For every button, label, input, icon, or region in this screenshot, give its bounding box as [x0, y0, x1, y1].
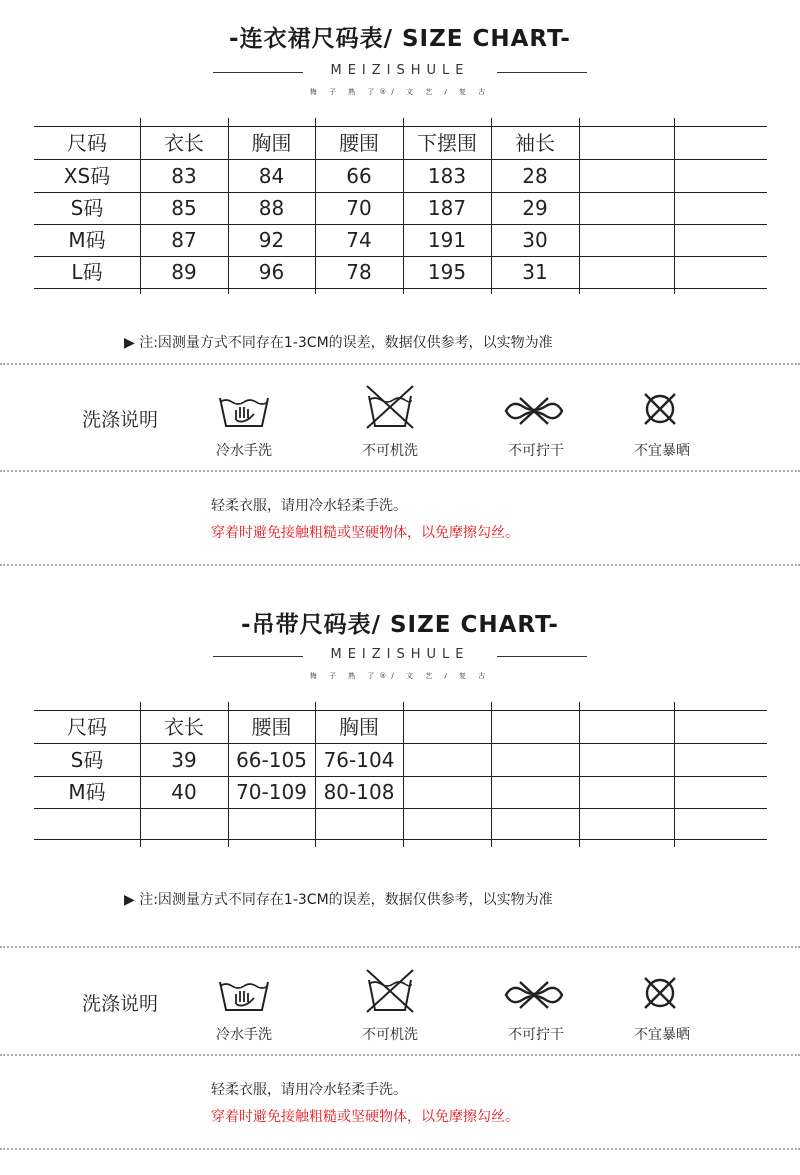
- table-cell: L码: [71, 260, 103, 284]
- table-column-rule: [579, 118, 580, 294]
- table-cell: 191: [427, 228, 467, 252]
- table-header-cell: 尺码: [67, 131, 107, 155]
- table-cell: 187: [427, 196, 467, 220]
- no-wring-icon: [502, 396, 566, 426]
- table-cell: 28: [522, 164, 548, 188]
- dotted-divider: [0, 363, 800, 365]
- table-cell: 183: [427, 164, 467, 188]
- table-cell: 88: [258, 196, 285, 220]
- table-cell: M码: [68, 780, 106, 804]
- table-header-cell: 下摆围: [417, 131, 477, 155]
- table-column-rule: [491, 702, 492, 847]
- no-machine-wash-icon: [365, 384, 415, 430]
- measurement-note: ▶ 注:因测量方式不同存在1-3CM的误差，数据仅供参考，以实物为准: [124, 335, 553, 351]
- brand-name: MEIZISHULE: [330, 647, 470, 662]
- brand-subtitle: 梅 子 熟 了®/ 文 艺 / 复 古: [309, 672, 491, 680]
- table-cell: 87: [171, 228, 197, 252]
- table-cell: 66: [346, 164, 372, 188]
- table-cell: 83: [171, 164, 197, 188]
- table-cell: M码: [68, 228, 106, 252]
- hand-wash-icon: [218, 978, 270, 1012]
- table-cell: 66-105: [236, 748, 307, 772]
- care-label: 不可拧干: [508, 1027, 564, 1043]
- no-sun-dry-icon: [641, 974, 679, 1012]
- table-cell: 40: [171, 780, 197, 804]
- no-wring-icon: [502, 980, 566, 1010]
- table-header-cell: 胸围: [339, 715, 379, 739]
- table-rule: [34, 288, 767, 289]
- table-cell: 31: [522, 260, 548, 284]
- table-header-cell: 尺码: [67, 715, 107, 739]
- measurement-note: ▶ 注:因测量方式不同存在1-3CM的误差，数据仅供参考，以实物为准: [124, 892, 553, 908]
- table-cell: S码: [70, 748, 104, 772]
- brand-name: MEIZISHULE: [330, 63, 470, 78]
- dotted-divider: [0, 470, 800, 472]
- table-cell: 70-109: [236, 780, 307, 804]
- camisole-size-table: [0, 690, 800, 860]
- care-label: 冷水手洗: [216, 443, 272, 459]
- table-header-cell: 衣长: [164, 131, 204, 155]
- wash-instructions-title: 洗涤说明: [82, 409, 159, 431]
- table-cell: XS码: [63, 164, 111, 188]
- care-label: 不可机洗: [362, 1027, 418, 1043]
- care-instruction: 轻柔衣服，请用冷水轻柔手洗。: [211, 498, 407, 514]
- dress-size-table: [0, 0, 800, 300]
- table-column-rule: [674, 702, 675, 847]
- table-column-rule: [579, 702, 580, 847]
- table-header-cell: 腰围: [251, 715, 292, 739]
- table-header-cell: 腰围: [339, 131, 379, 155]
- table-cell: 92: [258, 228, 285, 252]
- care-warning: 穿着时避免接触粗糙或坚硬物体，以免摩擦勾丝。: [211, 525, 519, 541]
- dotted-divider: [0, 564, 800, 566]
- hand-wash-icon: [218, 394, 270, 428]
- table-rule: [34, 839, 767, 840]
- care-label: 冷水手洗: [216, 1027, 272, 1043]
- table-cell: 76-104: [323, 748, 395, 772]
- table-header-cell: 胸围: [251, 131, 292, 155]
- care-label: 不宜暴晒: [634, 443, 690, 459]
- care-label: 不可拧干: [508, 443, 564, 459]
- table-cell: 89: [171, 260, 197, 284]
- table-cell: S码: [70, 196, 104, 220]
- table-cell: 29: [522, 196, 548, 220]
- table-cell: 39: [171, 748, 197, 772]
- care-instruction: 轻柔衣服，请用冷水轻柔手洗。: [211, 1082, 407, 1098]
- table-column-rule: [403, 702, 404, 847]
- table-cell: 195: [427, 260, 467, 284]
- brand-subtitle: 梅 子 熟 了®/ 文 艺 / 复 古: [309, 88, 491, 96]
- wash-instructions-title: 洗涤说明: [82, 993, 159, 1015]
- care-label: 不宜暴晒: [634, 1027, 690, 1043]
- table-column-rule: [674, 118, 675, 294]
- care-label: 不可机洗: [362, 443, 418, 459]
- dress-size-chart-title: -连衣裙尺码表/ SIZE CHART-: [229, 26, 571, 52]
- table-cell: 74: [346, 228, 372, 252]
- table-cell: 70: [346, 196, 372, 220]
- table-header-cell: 衣长: [164, 715, 204, 739]
- table-cell: 78: [346, 260, 372, 284]
- dotted-divider: [0, 1148, 800, 1150]
- no-sun-dry-icon: [641, 390, 679, 428]
- camisole-size-chart-title: -吊带尺码表/ SIZE CHART-: [241, 612, 559, 638]
- table-cell: 85: [171, 196, 197, 220]
- no-machine-wash-icon: [365, 968, 415, 1014]
- table-header-cell: 袖长: [515, 131, 555, 155]
- table-cell: 80-108: [323, 780, 395, 804]
- table-cell: 84: [258, 164, 285, 188]
- table-cell: 30: [522, 228, 548, 252]
- dotted-divider: [0, 1054, 800, 1056]
- table-cell: 96: [258, 260, 285, 284]
- table-rule: [34, 808, 767, 809]
- care-warning: 穿着时避免接触粗糙或坚硬物体，以免摩擦勾丝。: [211, 1109, 519, 1125]
- dotted-divider: [0, 946, 800, 948]
